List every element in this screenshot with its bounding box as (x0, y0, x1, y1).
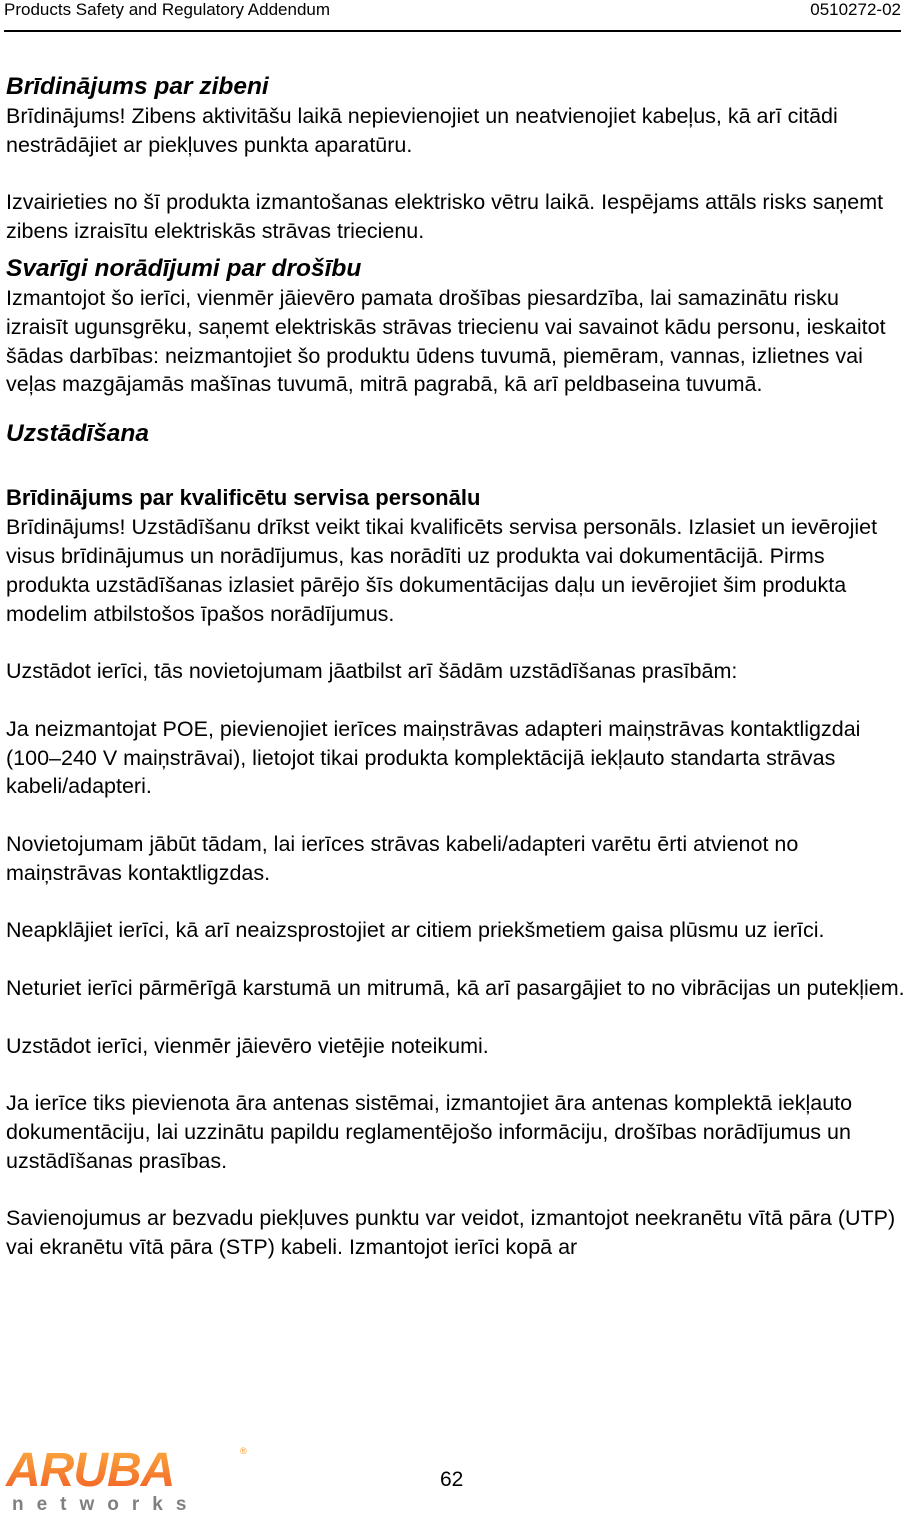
install-paragraph-2: Uzstādot ierīci, tās novietojumam jāatbilst arī šādām uzstādīšanas prasībām: (6, 659, 738, 684)
install-paragraph-9: Savienojumus ar bezvadu piekļuves punktu var veidot, izmantojot neekranētu vītā pāra (UTP) vai ekranētu vītā pāra (STP) kabeli. Izmantojot ierīci kopā ar (6, 1206, 896, 1260)
install-paragraph-1: Brīdinājums! Uzstādīšanu drīkst veikt tikai kvalificēts servisa personāls. Izlasiet un ievērojiet visus brīdinājumus un norādījumus, kas norādīti uz produkta vai dokumentācijā. Pirms produkta uzstādīšanas izlasiet pārējo šīs dokumentācijas daļu un ievērojiet šim produkta modelim atbilstošos īpašos norādījumus. (6, 515, 878, 626)
document-number: 0510272-02 (810, 0, 901, 19)
install-paragraph-8: Ja ierīce tiks pievienota āra antenas sistēmai, izmantojiet āra antenas komplektā iekļauto dokumentāciju, lai uzzinātu papildu reglamentējošo informāciju, drošības norādījumus un uzstādīšanas prasības. (6, 1091, 853, 1173)
page-content (6, 72, 906, 1262)
install-paragraph-3: Ja neizmantojat POE, pievienojiet ierīces maiņstrāvas adapteri maiņstrāvas kontaktligzdai (100–240 V maiņstrāvai), lietojot tikai produkta komplektācijā iekļauto standarta strāvas kabeli/adapteri. (6, 716, 861, 799)
logo-subtitle: networks (12, 1494, 200, 1514)
lightning-heading: Brīdinājums par zibeni (6, 73, 269, 100)
installation-heading: Uzstādīšana (6, 420, 149, 448)
qualified-personnel-heading: Brīdinājums par kvalificētu servisa personālu (6, 485, 481, 511)
logo-word: ARUBA (6, 1444, 175, 1497)
safety-paragraph: Izmantojot šo ierīci, vienmēr jāievēro pamata drošības piesardzība, lai samazinātu risku izraisīt ugunsgrēku, saņemt elektriskās strāvas triecienu vai savainot kādu personu, ieskaitot šādas darbības: neizmantojiet šo produktu ūdens tuvumā, piemēram, vannas, izlietnes vai veļas mazgājamās mašīnas tuvumā, mitrā pagrabā, kā arī peldbaseina tuvumā. (6, 285, 886, 397)
lightning-paragraph-1: Brīdinājums! Zibens aktivitāšu laikā nepievienojiet un neatvienojiet kabeļus, kā arī citādi nestrādājiet ar piekļuves punkta aparatūru. (6, 104, 838, 157)
install-paragraph-7: Uzstādot ierīci, vienmēr jāievēro vietējie noteikumi. (6, 1033, 489, 1058)
page-header (4, 0, 901, 32)
install-paragraph-6: Neturiet ierīci pārmērīgā karstumā un mitrumā, kā arī pasargājiet to no vibrācijas un putekļiem. (6, 975, 905, 1000)
install-paragraph-5: Neapklājiet ierīci, kā arī neaizsprostojiet ar citiem priekšmetiem gaisa plūsmu uz ierīci. (6, 918, 825, 943)
page-number: 62 (440, 1468, 464, 1491)
aruba-networks-logo (4, 1442, 254, 1514)
registered-mark-icon: ® (240, 1446, 247, 1456)
safety-heading: Svarīgi norādījumi par drošību (6, 254, 362, 282)
document-title: Products Safety and Regulatory Addendum (4, 0, 331, 19)
install-paragraph-4: Novietojumam jābūt tādam, lai ierīces strāvas kabeli/adapteri varētu ērti atvienot no maiņstrāvas kontaktligzdas. (6, 831, 799, 885)
lightning-paragraph-2: Izvairieties no šī produkta izmantošanas elektrisko vētru laikā. Iespējams attāls risks saņemt zibens izraisītu elektriskās strāvas triecienu. (6, 190, 884, 244)
